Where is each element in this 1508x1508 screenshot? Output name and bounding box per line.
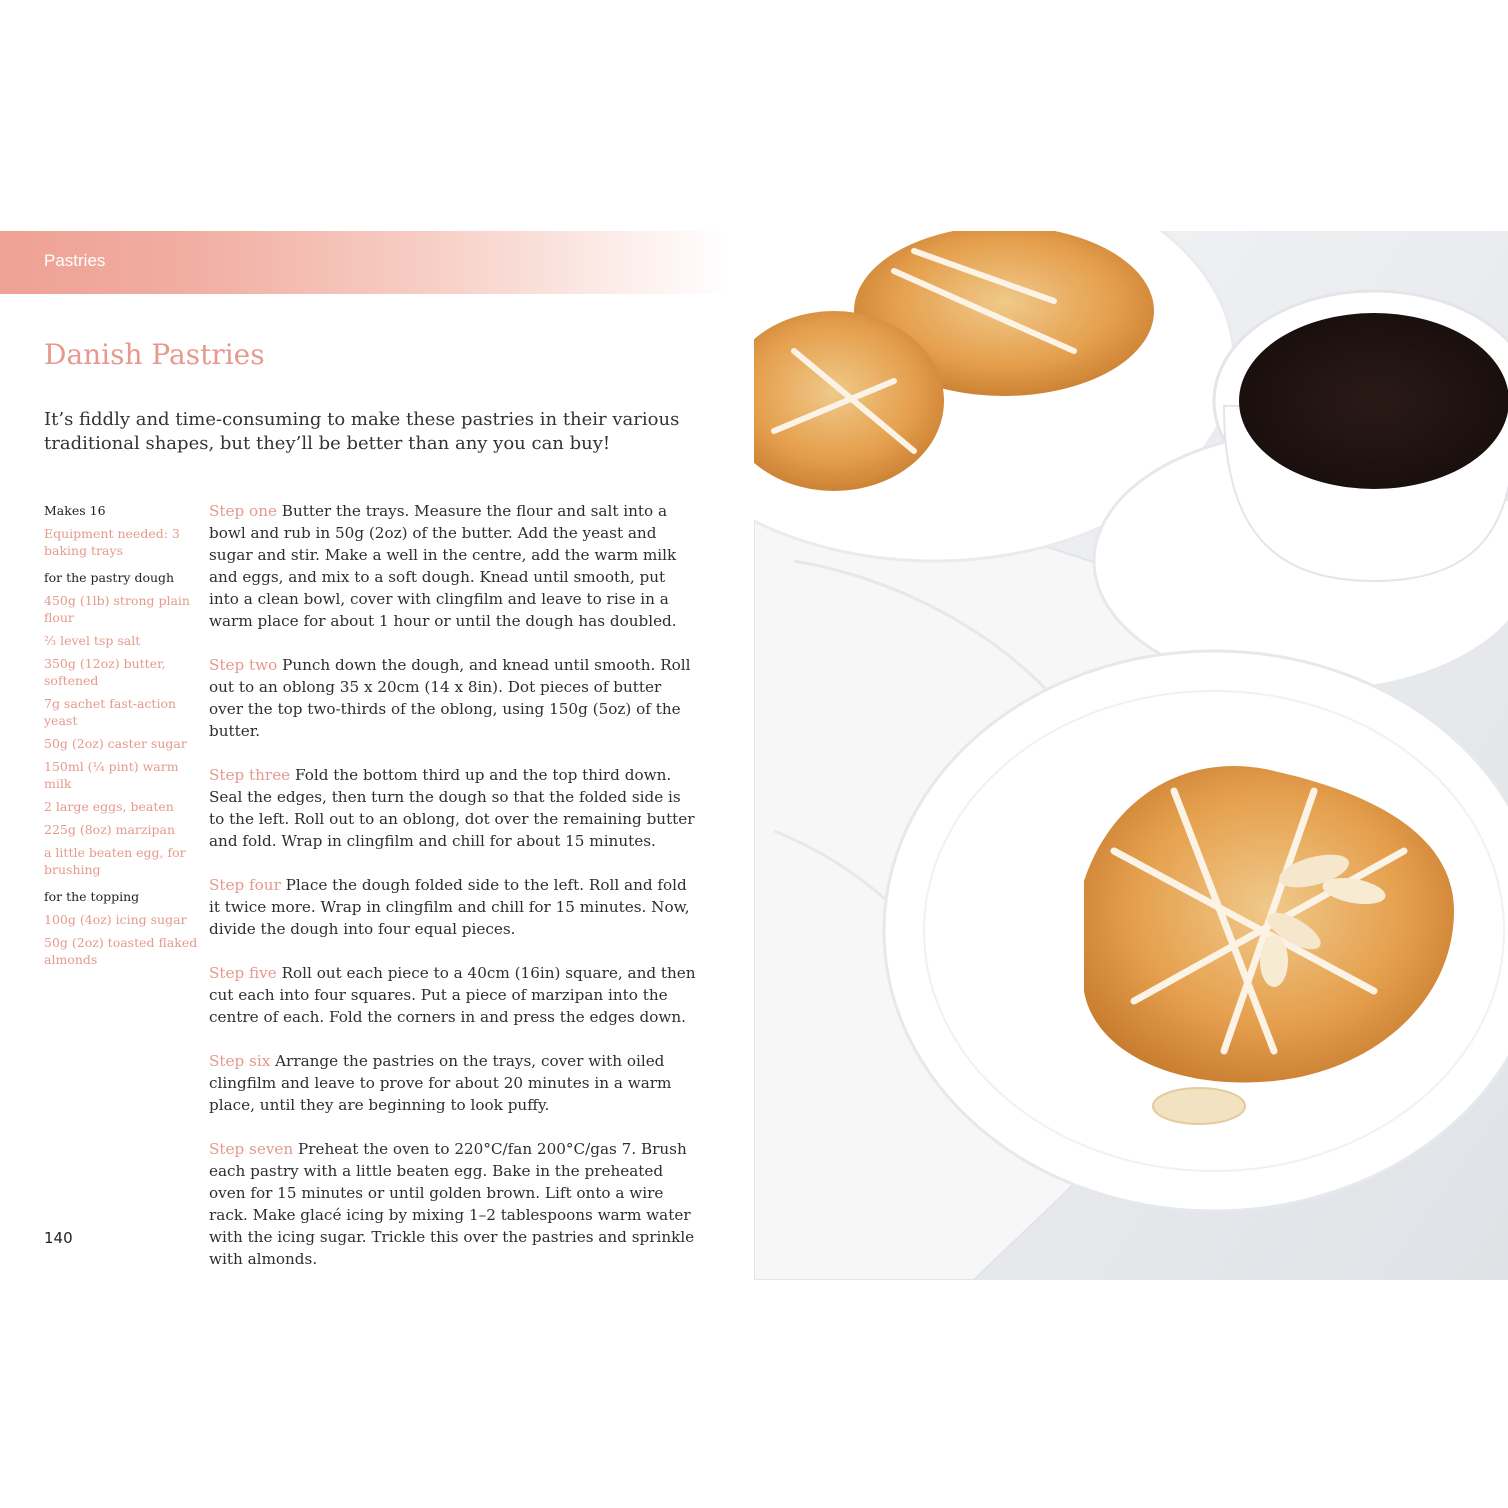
ingredient: 150ml (¼ pint) warm milk: [44, 759, 179, 791]
ingredient: a little beaten egg, for brushing: [44, 845, 186, 877]
yield: Makes 16: [44, 503, 106, 518]
ingredient: 350g (12oz) butter, softened: [44, 656, 166, 688]
step-label: Step two: [209, 656, 278, 674]
photo-illustration: [754, 231, 1508, 1280]
ingredient: ⅔ level tsp salt: [44, 633, 141, 648]
step-text: Place the dough folded side to the left. Roll and fold it twice more. Wrap in clingfilm and chill for 15 minutes. Now, divide the dough into four equal pieces.: [209, 876, 690, 938]
step-label: Step five: [209, 964, 277, 982]
topping-heading: for the topping: [44, 889, 140, 904]
step-one: [209, 500, 699, 632]
ingredients-sidebar: [44, 502, 200, 978]
step-label: Step one: [209, 502, 277, 520]
step-four: [209, 874, 699, 940]
ingredient: 225g (8oz) marzipan: [44, 822, 175, 837]
ingredient: 100g (4oz) icing sugar: [44, 912, 187, 927]
step-text: Punch down the dough, and knead until smooth. Roll out to an oblong 35 x 20cm (14 x 8in). Dot pieces of butter over the top two-thirds of the oblong, using 150g (5oz) of the butter.: [209, 656, 691, 740]
ingredient: 2 large eggs, beaten: [44, 799, 174, 814]
step-two: [209, 654, 699, 742]
section-label: Pastries: [44, 251, 106, 270]
step-text: Butter the trays. Measure the flour and salt into a bowl and rub in 50g (2oz) of the butter. Add the yeast and sugar and stir. Make a well in the centre, add the warm milk and eggs, and mix to a soft dough. Knead until smooth, put into a clean bowl, cover with clingfilm and leave to rise in a warm place for about 1 hour or until the dough has doubled.: [209, 502, 677, 630]
step-six: [209, 1050, 699, 1116]
step-five: [209, 962, 699, 1028]
page-number: 140: [44, 1229, 73, 1247]
recipe-intro: It’s fiddly and time-consuming to make these pastries in their various traditional shapes, but they’ll be better than any you can buy!: [44, 409, 680, 454]
danish-pastries-photo: [754, 231, 1508, 1280]
step-label: Step six: [209, 1052, 271, 1070]
step-text: Roll out each piece to a 40cm (16in) square, and then cut each into four squares. Put a piece of marzipan into the centre of each. Fold the corners in and press the edges down.: [209, 964, 696, 1026]
step-text: Fold the bottom third up and the top third down. Seal the edges, then turn the dough so that the folded side is to the left. Roll out to an oblong, dot over the remaining butter and fold. Wrap in clingfilm and chill for about 15 minutes.: [209, 766, 695, 850]
step-text: Arrange the pastries on the trays, cover with oiled clingfilm and leave to prove for about 20 minutes in a warm place, until they are beginning to look puffy.: [209, 1052, 672, 1114]
topping-ingredient-list: [44, 911, 200, 968]
step-seven: [209, 1138, 699, 1270]
ingredient: 7g sachet fast-action yeast: [44, 696, 177, 728]
step-label: Step three: [209, 766, 291, 784]
equipment-needed: Equipment needed: 3 baking trays: [44, 526, 180, 558]
ingredient: 450g (1lb) strong plain flour: [44, 593, 190, 625]
dough-heading: for the pastry dough: [44, 570, 175, 585]
ingredient: 50g (2oz) toasted flaked almonds: [44, 935, 198, 967]
step-three: [209, 764, 699, 852]
ingredient: 50g (2oz) caster sugar: [44, 736, 187, 751]
step-label: Step four: [209, 876, 281, 894]
method-steps: [209, 500, 699, 1292]
dough-ingredient-list: [44, 592, 200, 878]
recipe-title: Danish Pastries: [44, 338, 265, 371]
step-text: Preheat the oven to 220°C/fan 200°C/gas 7. Brush each pastry with a little beaten egg. Bake in the preheated oven for 15 minutes or until golden brown. Lift onto a wire rack. Make glacé icing by mixing 1–2 tablespoons warm water with the icing sugar. Trickle this over the pastries and sprinkle with almonds.: [209, 1140, 695, 1268]
section-header-band: [0, 231, 730, 294]
step-label: Step seven: [209, 1140, 294, 1158]
